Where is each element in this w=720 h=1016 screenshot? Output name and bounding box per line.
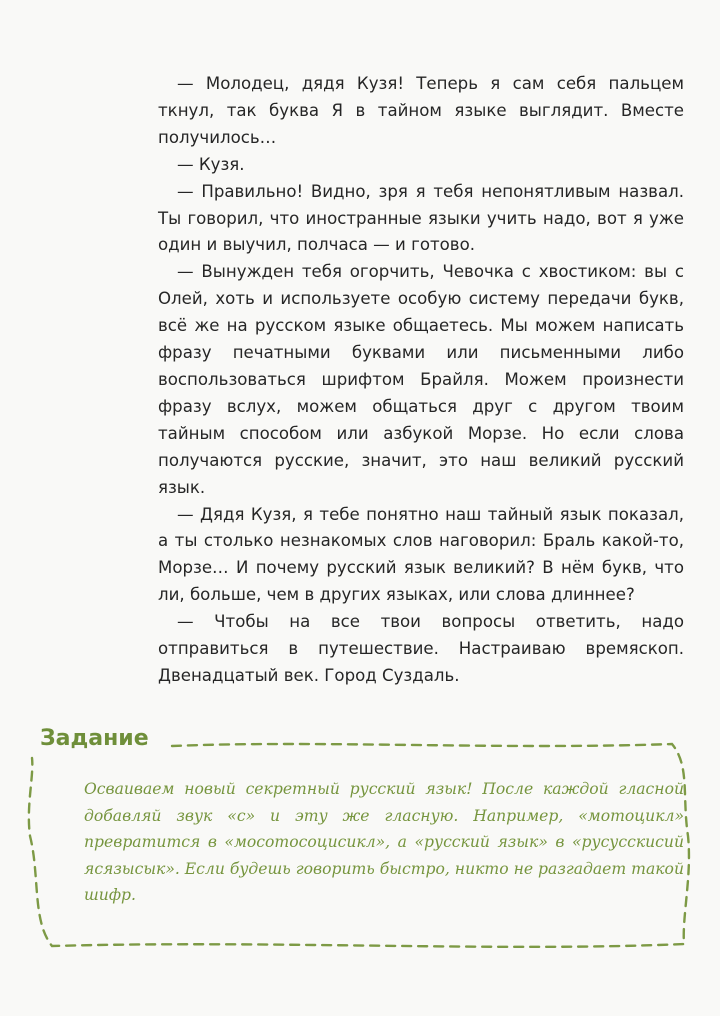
task-box (22, 726, 698, 956)
story-paragraph: — Дядя Кузя, я тебе понятно наш тайный язык показал, а ты столько незнакомых слов наговорил: Браль какой-то, Морзе… И почему русский язык великий? В нём букв, что ли, больше, чем в других языках, или слова длиннее? (158, 504, 684, 605)
story-text (158, 71, 684, 690)
story-paragraph: — Вынужден тебя огорчить, Чевочка с хвостиком: вы с Олей, хоть и используете особую систему передачи букв, всё же на русском языке общаетесь. Мы можем написать фразу печатными буквами или письменными либо воспользоваться шрифтом Брайля. Можем произнести фразу вслух, можем общаться друг с другом твоим тайным способом или азбукой Морзе. Но если слова получаются русские, значит, это наш великий русский язык. (158, 262, 684, 497)
story-paragraph: — Правильно! Видно, зря я тебя непонятливым назвал. Ты говорил, что иностранные языки учить надо, вот я уже один и выучил, полчаса — и готово. (158, 181, 684, 255)
story-paragraph: — Молодец, дядя Кузя! Теперь я сам себя пальцем ткнул, так буква Я в тайном языке выглядит. Вместе получилось… (158, 74, 684, 147)
task-title: Задание (38, 724, 155, 754)
story-paragraph: — Чтобы на все твои вопросы ответить, надо отправиться в путешествие. Настраиваю времяскоп. Двенадцатый век. Город Суздаль. (158, 612, 684, 685)
story-paragraph: — Кузя. (177, 154, 245, 174)
task-text: Осваиваем новый секретный русский язык! После каждой гласной добавляй звук «с» и эту же гласную. Например, «мотоцикл» превратится в «мосотосоцисикл», а «русский язык» в «русусскисий ясязысык». Если будешь говорить быстро, никто не разгадает такой шифр. (84, 780, 684, 904)
